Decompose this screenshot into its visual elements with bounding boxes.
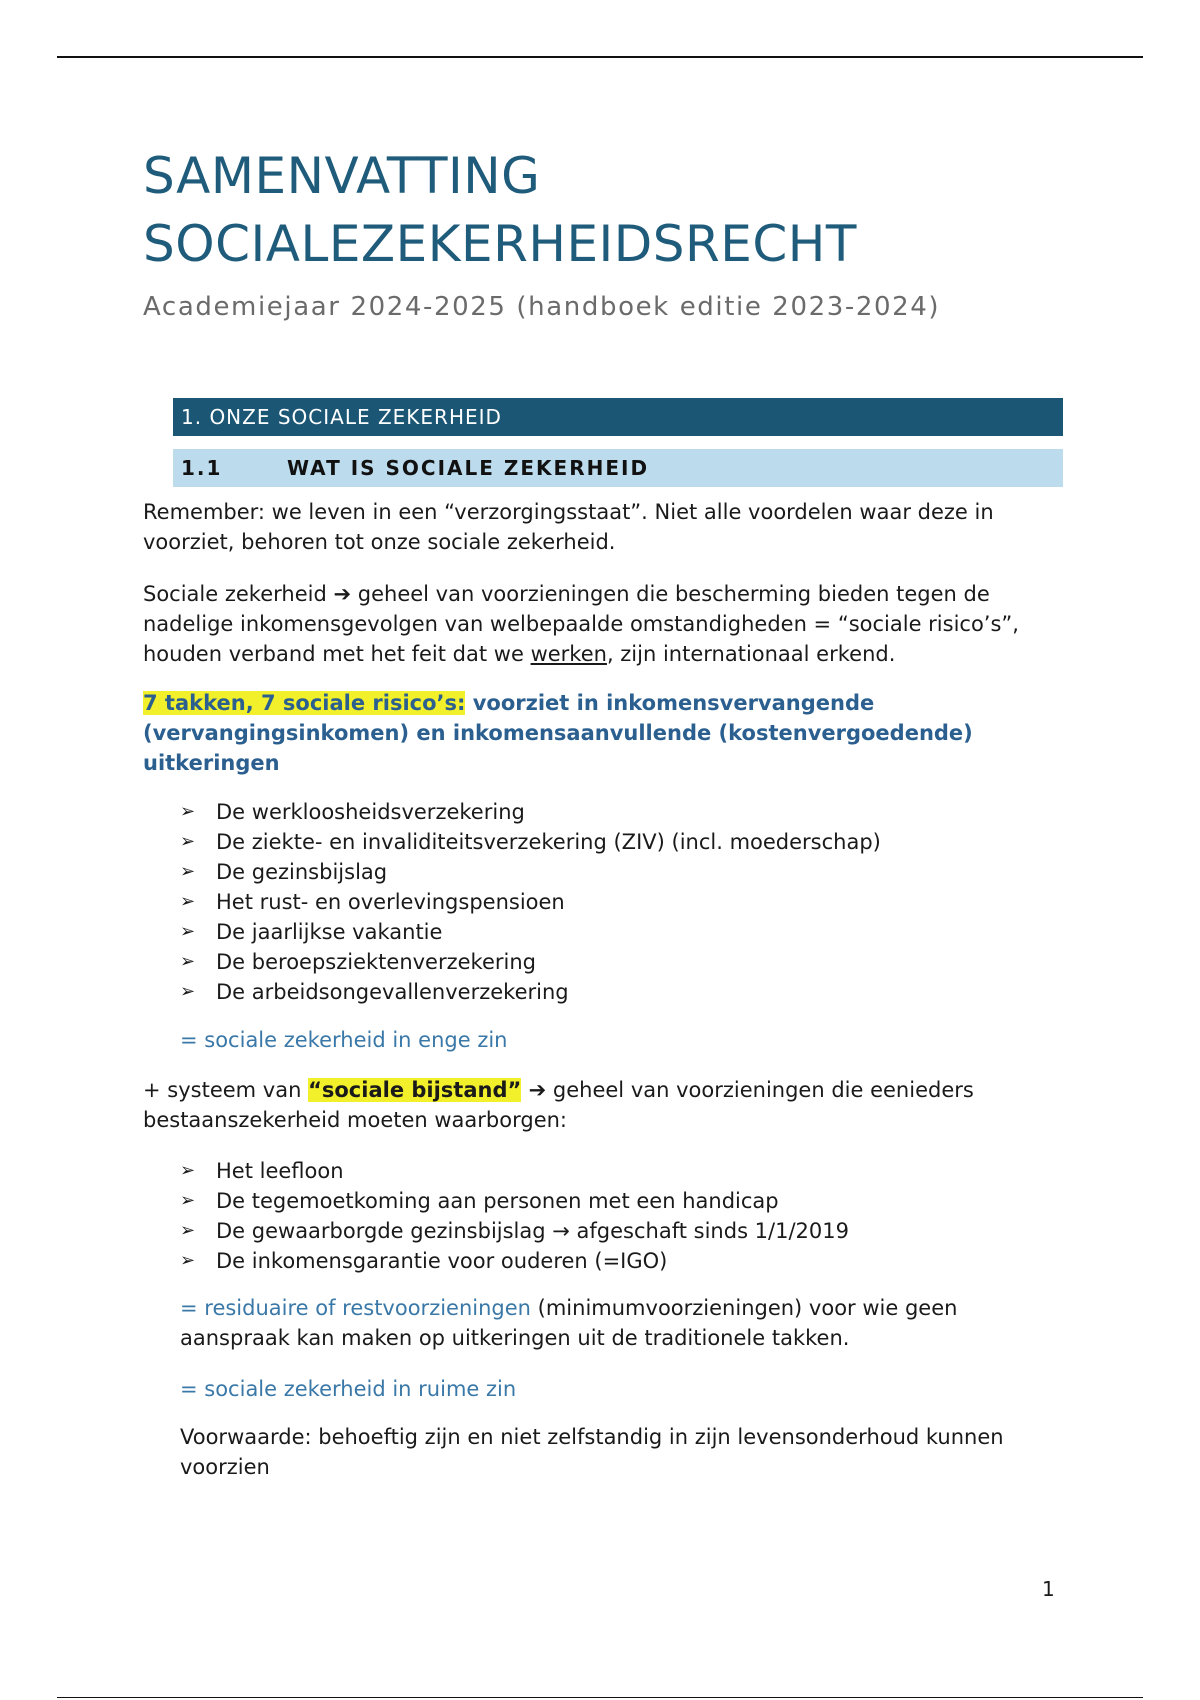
- highlighted-branches: 7 takken, 7 sociale risico’s:: [143, 691, 466, 715]
- list-item: ➢ De gewaarborgde gezinsbijslag → afgeschaft sinds 1/1/2019: [180, 1216, 849, 1246]
- paragraph-remember: Remember: we leven in een “verzorgingsstaat”. Niet alle voordelen waar deze in voorziet, behoren tot onze sociale zekerheid.: [143, 500, 994, 554]
- arrow-bullet-icon: ➢: [180, 891, 196, 912]
- note-narrow-sense: = sociale zekerheid in enge zin: [180, 1028, 508, 1052]
- definition-text: geheel van voorzieningen die bescherming bieden tegen de nadelige inkomensgevolgen van welbepaalde omstandigheden = “sociale risico’s”, houden verband met het feit dat we: [143, 582, 1019, 666]
- page-number: 1: [1042, 1577, 1055, 1601]
- branches-list: [180, 797, 881, 1007]
- assistance-list: [180, 1156, 849, 1276]
- arrow-bullet-icon: ➢: [180, 831, 196, 852]
- arrow-bullet-icon: ➢: [180, 951, 196, 972]
- residual-term: = residuaire of restvoorzieningen: [180, 1296, 531, 1320]
- paragraph-social-assistance: + systeem van “sociale bijstand” ➔ geheel van voorzieningen die eenieders bestaanszekerheid moeten waarborgen:: [143, 1078, 974, 1132]
- arrow-bullet-icon: ➢: [180, 981, 196, 1002]
- list-item: ➢ De werkloosheidsverzekering: [180, 797, 881, 827]
- arrow-bullet-icon: ➢: [180, 1160, 196, 1181]
- title-line-2: SOCIALEZEKERHEIDSRECHT: [143, 215, 857, 273]
- list-item: ➢ Het rust- en overlevingspensioen: [180, 887, 881, 917]
- list-item: ➢ De gezinsbijslag: [180, 857, 881, 887]
- heading-text: WAT IS SOCIALE ZEKERHEID: [287, 456, 650, 480]
- arrow-bullet-icon: ➢: [180, 1250, 196, 1271]
- list-item: ➢ Het leefloon: [180, 1156, 849, 1186]
- underlined-word: werken: [530, 642, 607, 666]
- note-residual-provisions: = residuaire of restvoorzieningen (minimumvoorzieningen) voor wie geen aanspraak kan maken op uitkeringen uit de traditionele takken.: [180, 1296, 958, 1350]
- definition-end: , zijn internationaal erkend.: [606, 642, 896, 666]
- list-item: ➢ De jaarlijkse vakantie: [180, 917, 881, 947]
- document-subtitle: Academiejaar 2024-2025 (handboek editie 2023-2024): [143, 292, 941, 322]
- list-item: ➢ De tegemoetkoming aan personen met een handicap: [180, 1186, 849, 1216]
- paragraph-condition: Voorwaarde: behoeftig zijn en niet zelfstandig in zijn levensonderhoud kunnen voorzien: [180, 1425, 1004, 1479]
- arrow-bullet-icon: ➢: [180, 1220, 196, 1241]
- footer-rule: [57, 1697, 1143, 1698]
- list-item: ➢ De beroepsziektenverzekering: [180, 947, 881, 977]
- heading-number: 1.1: [181, 456, 223, 480]
- header-rule: [57, 56, 1143, 58]
- list-item: ➢ De inkomensgarantie voor ouderen (=IGO): [180, 1246, 849, 1276]
- title-line-1: SAMENVATTING: [143, 147, 541, 205]
- definition-term: Sociale zekerheid: [143, 582, 327, 606]
- note-broad-sense: = sociale zekerheid in ruime zin: [180, 1377, 517, 1401]
- arrow-bullet-icon: ➢: [180, 801, 196, 822]
- list-item: ➢ De arbeidsongevallenverzekering: [180, 977, 881, 1007]
- arrow-icon: ➔: [333, 582, 352, 606]
- paragraph-branches: [143, 688, 1063, 778]
- branches-text: voorziet in inkomensvervangende (vervangingsinkomen) en inkomensaanvullende (kostenvergoedende) uitkeringen: [143, 691, 973, 775]
- arrow-bullet-icon: ➢: [180, 861, 196, 882]
- section-heading-1-1: [173, 449, 1063, 487]
- arrow-bullet-icon: ➢: [180, 921, 196, 942]
- arrow-bullet-icon: ➢: [180, 1190, 196, 1211]
- list-item: ➢ De ziekte- en invaliditeitsverzekering (ZIV) (incl. moederschap): [180, 827, 881, 857]
- document-title: [143, 142, 857, 278]
- paragraph-definition: [143, 579, 1063, 669]
- arrow-icon: ➔: [521, 1078, 547, 1102]
- highlighted-social-assistance: “sociale bijstand”: [308, 1078, 522, 1102]
- section-heading-1: 1. ONZE SOCIALE ZEKERHEID: [173, 398, 1063, 436]
